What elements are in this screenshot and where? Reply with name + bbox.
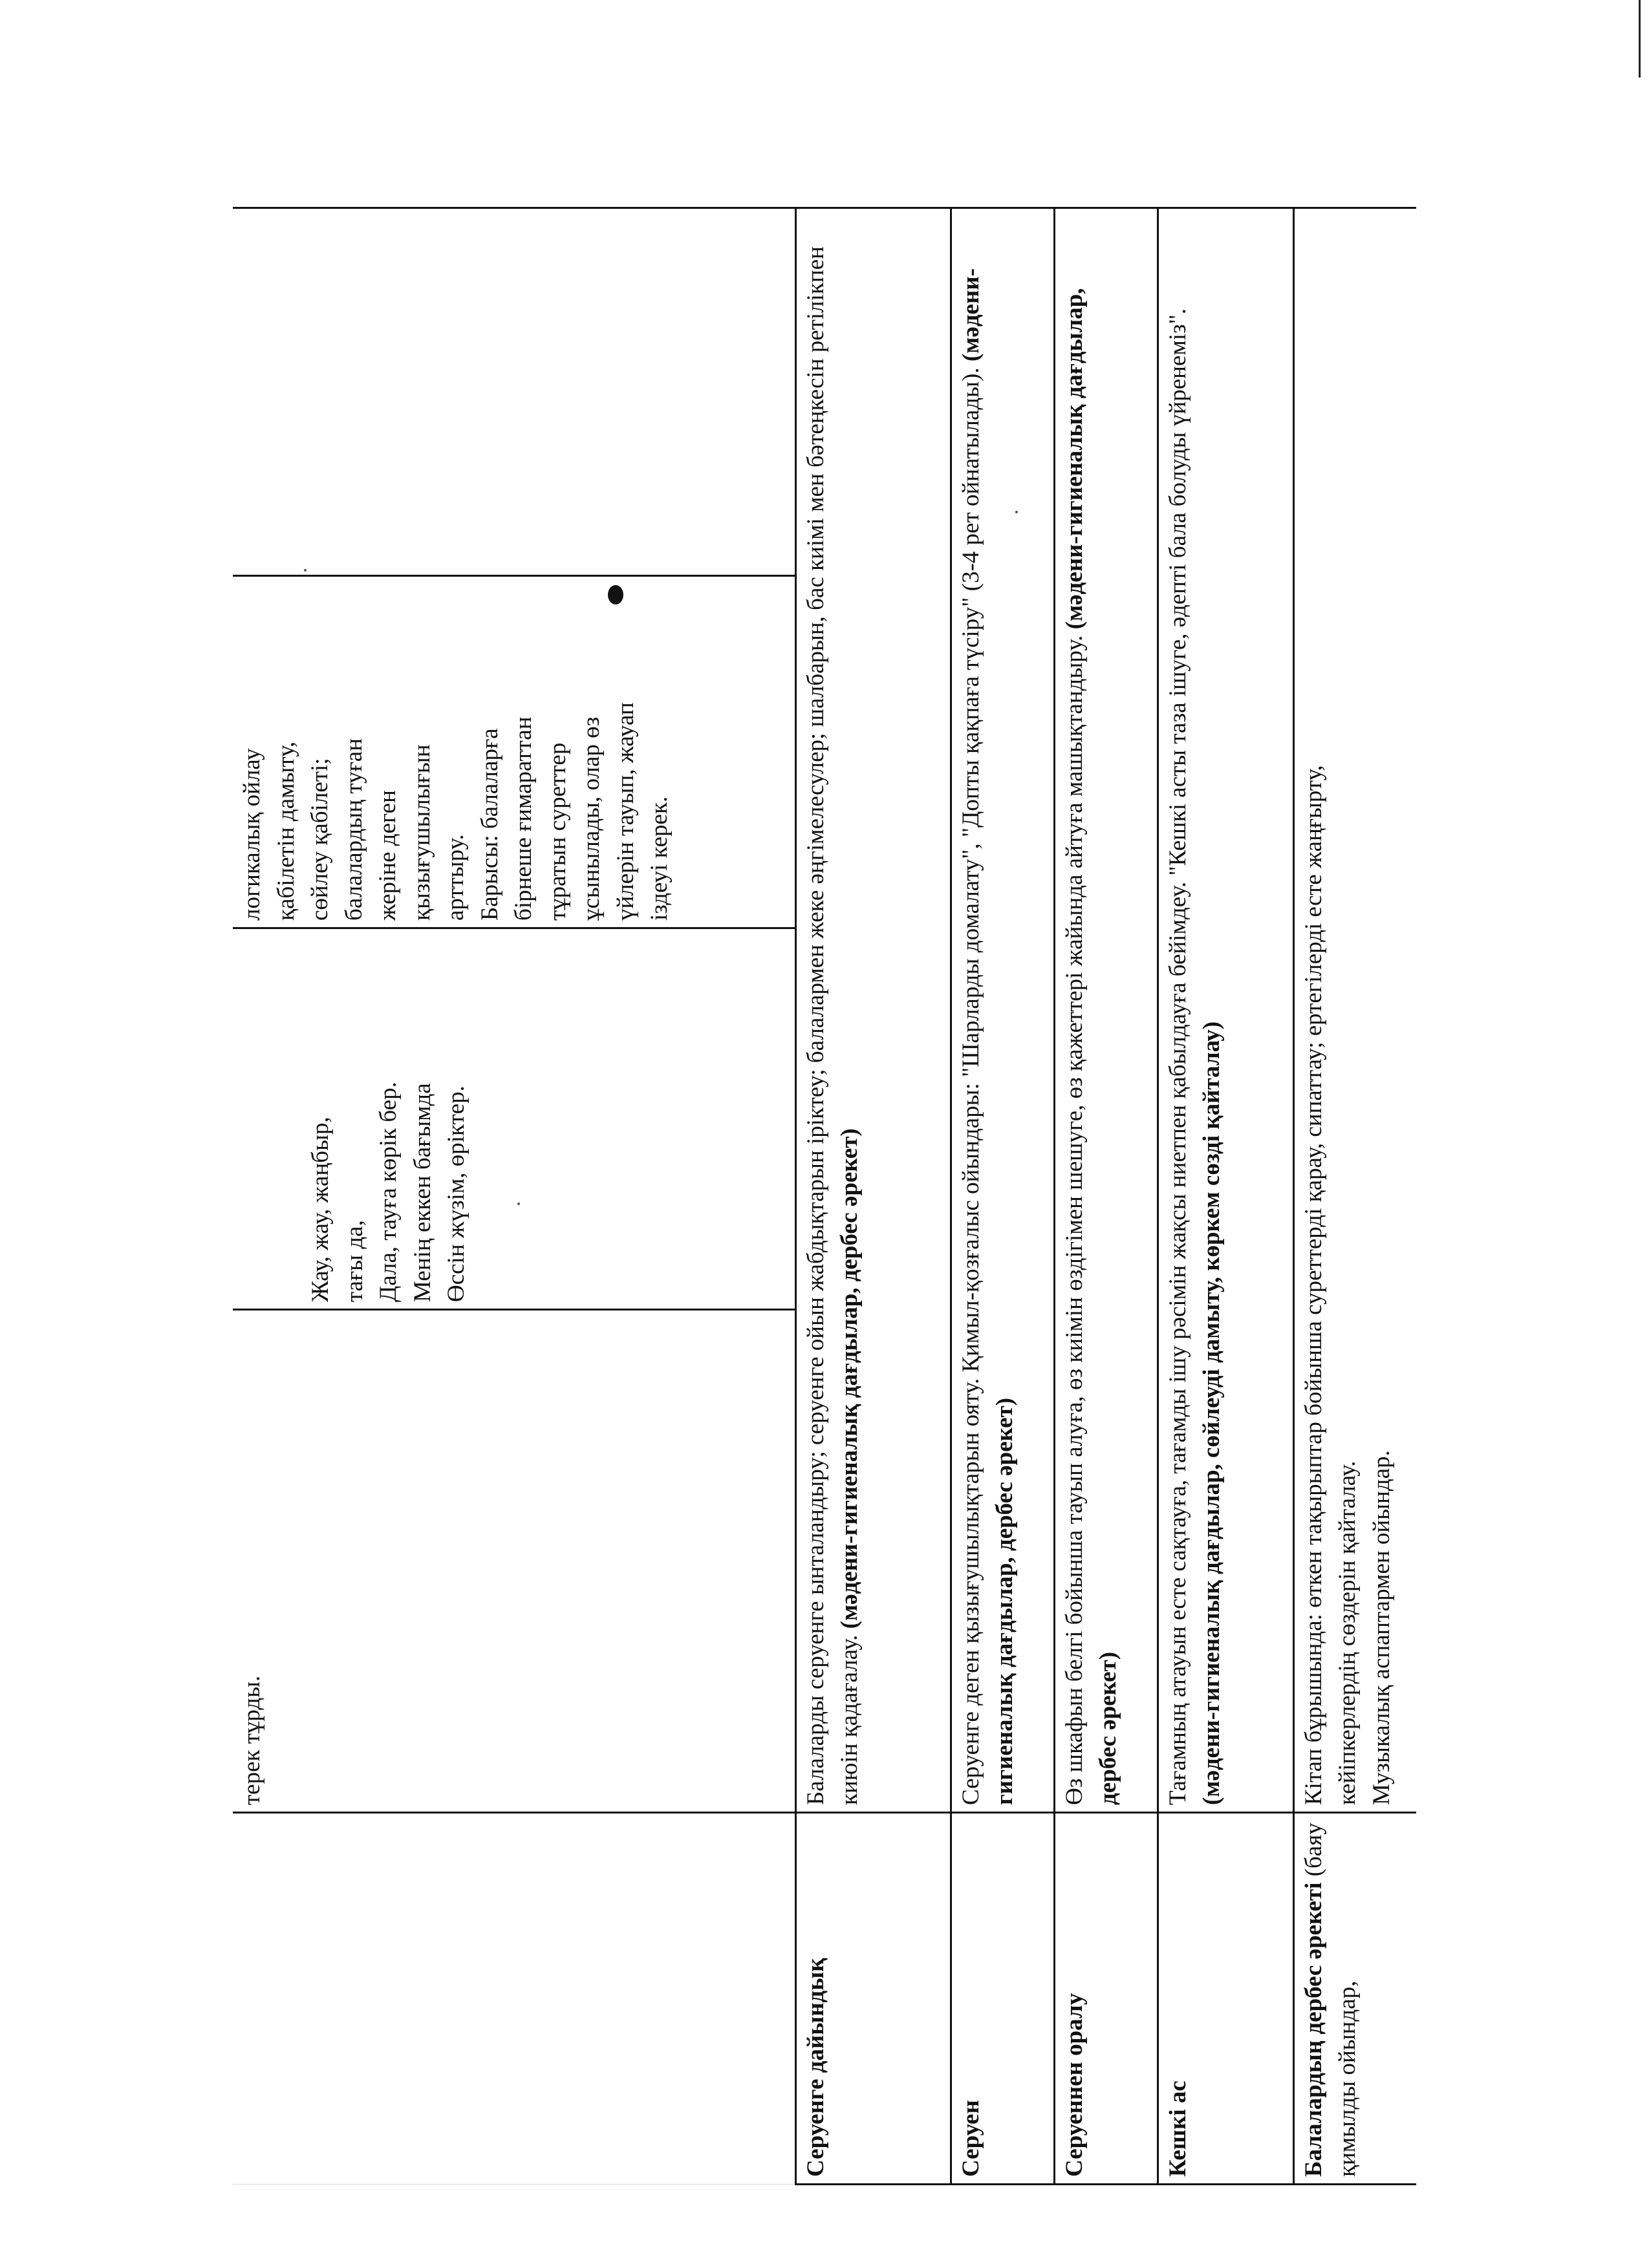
desc-line: қызығушылығын — [408, 744, 435, 921]
poem-line: Өссін жүзім, өріктер. — [443, 1086, 470, 1302]
sub-cell-3 — [233, 577, 795, 929]
table-row — [1158, 208, 1293, 2185]
desc-line: логикалық ойлау — [239, 748, 265, 921]
row-text: Өз шкафын белгі бойынша тауып алуға, өз киімін өздігімен шешуге, өз қажеттері жайында айтуға машықтандыру. — [1061, 635, 1088, 1805]
desc-line: үйлерін тауып, жауап — [612, 702, 639, 921]
table-row — [795, 208, 951, 2185]
table-row — [951, 208, 1054, 2185]
row-line: кейіпкерлердің сөздерін қайталау. — [1334, 1460, 1361, 1805]
row-content — [795, 208, 951, 1813]
row-label: Серуенге дайындық — [795, 1813, 951, 2185]
sub-cell-2 — [233, 929, 795, 1311]
sub-cell-4 — [233, 209, 795, 577]
rotated-table-wrapper — [233, 207, 1416, 2185]
row-tag: (мәдени-гигиеналық дағдылар, дербес әрекет) — [836, 1128, 863, 1629]
row-text: Балаларды серуенге ынталандыру; серуенге ойын жабдықтарын іріктеу; балалармен жеке әңгімелесулер; шалбарын, бас киімі мен бәтеңкесін ретілікпен киюін қадағалау. — [802, 246, 863, 1805]
poem-line: Менің еккен бағымда — [409, 1083, 436, 1302]
row-label-rest: (баяу қимылды ойындар, — [1300, 1823, 1361, 2177]
row-label: Серуеннен оралу — [1054, 1813, 1158, 2185]
desc-line: жеріне деген — [374, 790, 402, 921]
desc-line: балалардың туған — [340, 738, 367, 921]
row-label: Кешкі ас — [1158, 1813, 1293, 2185]
row-tag: (мәдени-гигиеналық дағдылар, дербес әрекет) — [1061, 288, 1122, 1805]
scan-edge-line — [1639, 0, 1641, 78]
row-content — [1293, 208, 1416, 1813]
poem-line: Жау, жау, жаңбыр, — [307, 1117, 334, 1302]
row-label: Серуен — [951, 1813, 1054, 2185]
top-content-cell — [233, 208, 795, 1813]
sub-cell-1-text: терек тұрды. — [239, 1675, 265, 1805]
row-content — [1054, 208, 1158, 1813]
desc-line: Барысы: балаларға — [476, 728, 503, 921]
desc-line: қабілетін дамыту, — [272, 741, 299, 921]
desc-line: сөйлеу қабілеті; — [307, 758, 334, 921]
empty-label-cell — [233, 1813, 795, 2185]
row-line: Музыкалық аспаптармен ойындар. — [1368, 1450, 1395, 1805]
table-row — [1054, 208, 1158, 2185]
desc-line: бірнеше ғимараттан — [510, 716, 537, 921]
poem-line: тағы да, — [341, 1220, 368, 1302]
desc-line: тұратын суреттер — [544, 742, 571, 921]
schedule-table — [233, 207, 1416, 2185]
desc-line: ұсынылады, олар өз — [578, 716, 605, 921]
row-content — [1158, 208, 1293, 1813]
row-text: Тағамның атауын есте сақтауға, тағамды ішу рәсімін жақсы ниетпен қабылдауға бейімдеу. "Кешкі асты таза ішуге, әдепті бала болуды үйренеміз". — [1164, 308, 1191, 1805]
row-content — [951, 208, 1054, 1813]
sub-cell-1 — [233, 1311, 795, 1812]
poem-line: Дала, тауға көрік бер. — [375, 1082, 402, 1302]
row-label-bold: Балалардың дербес әрекеті — [1300, 1882, 1327, 2177]
table-row — [1293, 208, 1416, 2185]
row-label — [1293, 1813, 1416, 2185]
row-tag: (мәдени-гигиеналық дағдылар, дербес әрекет) — [957, 268, 1018, 1805]
row-line: Кітап бұрышында: өткен тақырыптар бойынша суреттерді қарау, сипаттау; ертегілерді есте жаңғырту, — [1300, 765, 1327, 1805]
desc-line: арттыру. — [442, 834, 469, 921]
desc-line: іздеуі керек. — [646, 796, 673, 921]
table-row — [233, 208, 795, 2185]
row-tag: (мәдени-гигиеналық дағдылар, сөйлеуді дамыту, көркем сөзді қайталау) — [1198, 1021, 1225, 1805]
row-text: Серуенге деген қызығушылықтарын ояту. Қимыл-қозғалыс ойындары: "Шарларды домалату", "Допты қақпаға түсіру" (3-4 рет ойнатылады). — [957, 367, 984, 1805]
